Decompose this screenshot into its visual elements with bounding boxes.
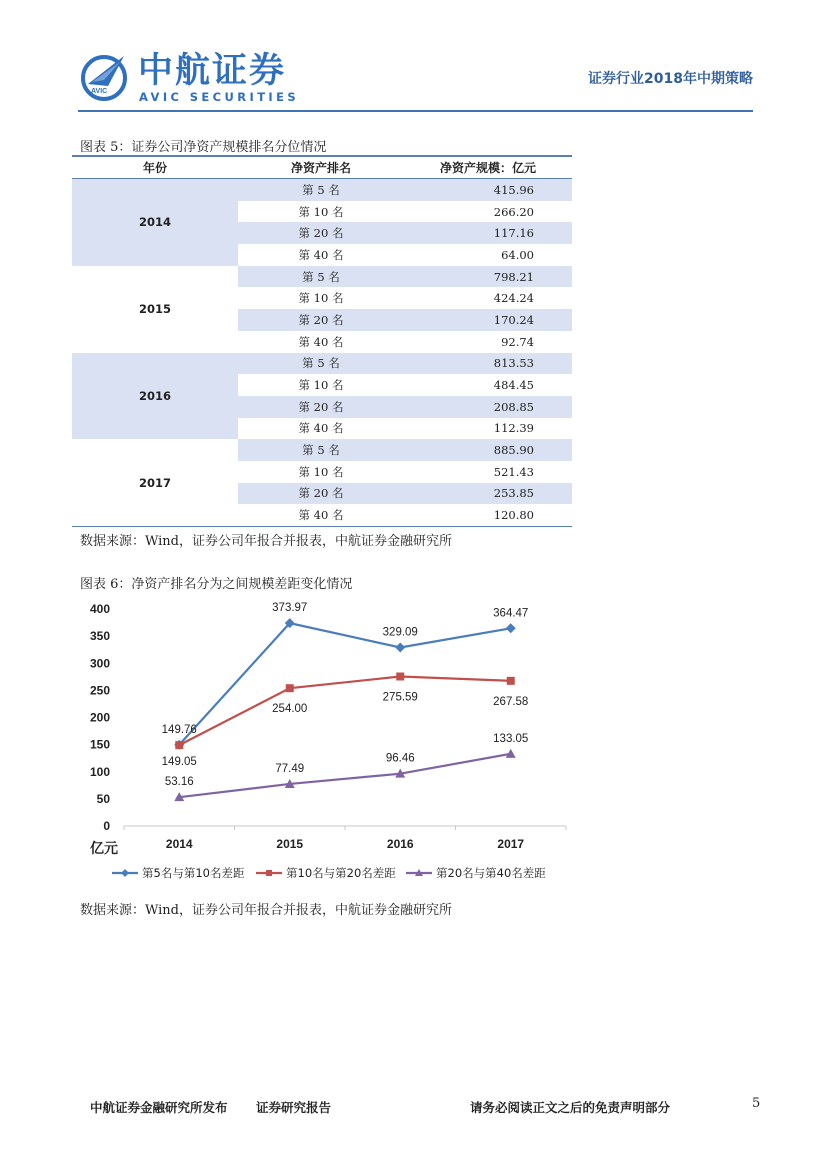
rank-gap-line-chart xyxy=(76,596,576,886)
series-line xyxy=(179,623,511,745)
footer-disclaimer: 请务必阅读正文之后的免责声明部分 xyxy=(470,1100,671,1115)
table-title: 图表 5：证券公司净资产规模排名分位情况 xyxy=(80,140,327,155)
data-point-marker xyxy=(121,869,129,877)
avic-logo-icon xyxy=(78,50,130,102)
header-divider xyxy=(78,110,753,112)
x-tick-label: 2017 xyxy=(497,837,525,851)
value-cell: 484.45 xyxy=(493,378,534,393)
data-label: 53.16 xyxy=(164,776,194,789)
y-tick-label: 100 xyxy=(89,764,110,779)
column-header-value: 净资产规模：亿元 xyxy=(404,156,572,179)
chart-source-note: 数据来源：Wind，证券公司年报合并报表，中航证券金融研究所 xyxy=(80,903,452,918)
x-tick-label: 2016 xyxy=(386,837,414,851)
value-cell: 424.24 xyxy=(493,291,534,306)
data-label: 149.05 xyxy=(161,756,197,769)
data-label: 149.76 xyxy=(161,723,197,736)
value-cell: 92.74 xyxy=(501,334,534,349)
rank-cell: 第 40 名 xyxy=(238,504,404,526)
rank-cell: 第 5 名 xyxy=(238,439,404,461)
rank-cell: 第 10 名 xyxy=(298,464,344,479)
value-cell: 112.39 xyxy=(493,421,534,436)
rank-cell: 第 5 名 xyxy=(238,266,404,288)
rank-cell: 第 5 名 xyxy=(238,179,404,201)
data-label: 329.09 xyxy=(382,626,418,639)
logo-text: AVIC xyxy=(91,88,108,95)
x-tick-label: 2015 xyxy=(276,837,304,851)
series-line xyxy=(179,754,511,797)
table-row xyxy=(72,353,572,375)
x-tick-label: 2014 xyxy=(165,837,193,851)
rank-cell: 第 20 名 xyxy=(238,396,404,418)
data-point-marker xyxy=(396,672,404,680)
brand-name-cn: 中航证券 xyxy=(138,51,287,91)
rank-cell: 第 10 名 xyxy=(298,204,344,219)
data-point-marker xyxy=(395,642,405,652)
rank-cell: 第 40 名 xyxy=(298,334,344,349)
data-label: 77.49 xyxy=(275,762,305,775)
y-tick-label: 400 xyxy=(89,602,110,616)
y-tick-label: 150 xyxy=(89,737,110,752)
table-row xyxy=(72,179,572,201)
rank-cell: 第 20 名 xyxy=(238,309,404,331)
value-cell: 253.85 xyxy=(404,483,572,505)
table-row xyxy=(72,266,572,288)
table-header-row xyxy=(72,156,572,179)
value-cell: 415.96 xyxy=(404,179,572,201)
value-cell: 813.53 xyxy=(404,353,572,375)
year-cell: 2014 xyxy=(72,179,238,266)
chart-title: 图表 6：净资产排名分为之间规模差距变化情况 xyxy=(80,577,353,592)
value-cell: 208.85 xyxy=(404,396,572,418)
legend-label: 第5名与第10名差距 xyxy=(142,866,245,880)
value-cell: 117.16 xyxy=(404,222,572,244)
page-number: 5 xyxy=(752,1096,761,1111)
rank-cell: 第 5 名 xyxy=(238,353,404,375)
data-point-marker xyxy=(266,870,272,876)
table-row xyxy=(72,439,572,461)
y-unit-label: 亿元 xyxy=(90,841,118,857)
year-cell: 2016 xyxy=(72,353,238,440)
report-title: 证券行业2018年中期策略 xyxy=(588,71,753,87)
y-tick-label: 200 xyxy=(89,710,110,725)
data-label: 96.46 xyxy=(385,752,415,765)
data-label: 364.47 xyxy=(493,607,529,620)
table-source-note: 数据来源：Wind，证券公司年报合并报表，中航证券金融研究所 xyxy=(80,534,452,549)
rank-cell: 第 40 名 xyxy=(298,247,344,262)
legend-label: 第20名与第40名差距 xyxy=(436,866,546,880)
page-header xyxy=(0,0,827,112)
year-cell: 2017 xyxy=(72,439,238,526)
data-label: 267.58 xyxy=(493,695,529,708)
footer-publisher: 中航证券金融研究所发布 xyxy=(90,1100,228,1115)
data-point-marker xyxy=(507,677,515,685)
y-tick-label: 50 xyxy=(96,791,110,806)
legend-label: 第10名与第20名差距 xyxy=(286,866,396,880)
value-cell: 798.21 xyxy=(404,266,572,288)
data-point-marker xyxy=(506,623,516,633)
rank-cell: 第 10 名 xyxy=(298,291,344,306)
data-label: 133.05 xyxy=(493,732,529,745)
brand-name-en: AVIC SECURITIES xyxy=(139,90,300,104)
value-cell: 266.20 xyxy=(493,204,534,219)
rank-cell: 第 20 名 xyxy=(238,483,404,505)
y-tick-label: 300 xyxy=(89,656,110,671)
footer-report-type: 证券研究报告 xyxy=(256,1100,332,1115)
year-cell: 2015 xyxy=(138,302,171,317)
data-label: 373.97 xyxy=(272,602,308,615)
column-header-year: 年份 xyxy=(72,156,238,179)
series-line xyxy=(179,676,511,745)
data-label: 275.59 xyxy=(382,691,418,704)
rank-cell: 第 40 名 xyxy=(298,421,344,436)
rank-cell: 第 10 名 xyxy=(298,378,344,393)
y-tick-label: 0 xyxy=(103,819,110,833)
value-cell: 521.43 xyxy=(493,464,534,479)
data-point-marker xyxy=(175,741,183,749)
data-point-marker xyxy=(286,684,294,692)
data-label: 254.00 xyxy=(272,703,308,716)
y-tick-label: 350 xyxy=(89,629,110,644)
value-cell: 120.80 xyxy=(404,504,572,526)
value-cell: 64.00 xyxy=(501,247,534,262)
data-point-marker xyxy=(506,749,516,758)
rank-cell: 第 20 名 xyxy=(238,222,404,244)
column-header-rank: 净资产排名 xyxy=(238,156,404,179)
y-tick-label: 250 xyxy=(89,683,110,698)
net-asset-rank-table xyxy=(72,155,572,527)
value-cell: 170.24 xyxy=(404,309,572,331)
value-cell: 885.90 xyxy=(404,439,572,461)
